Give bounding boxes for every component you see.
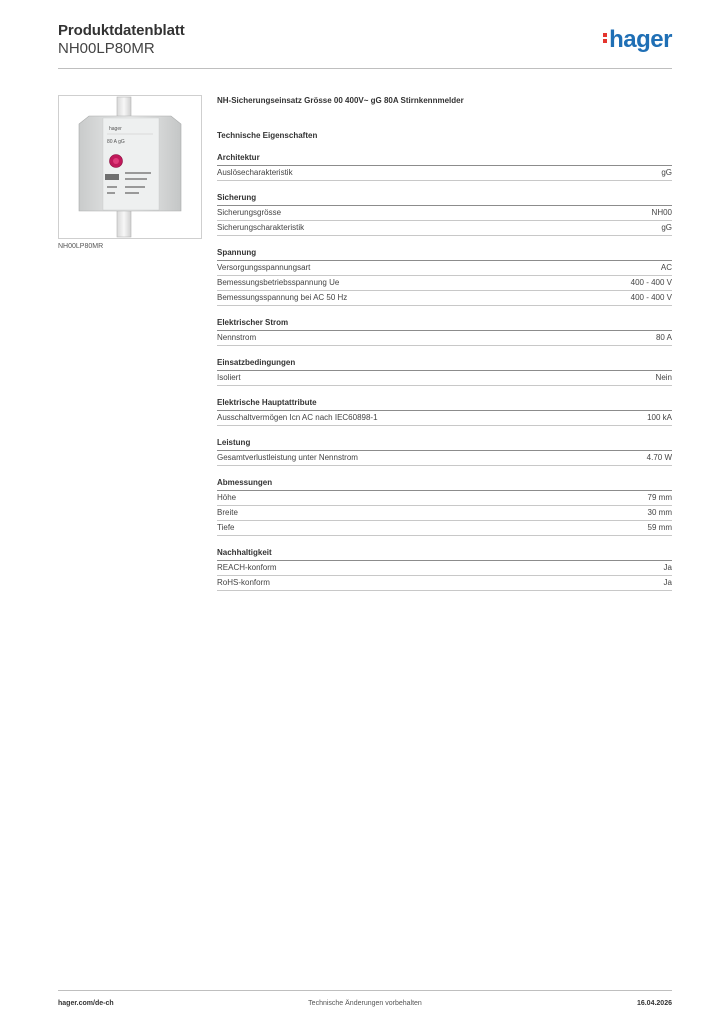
fuse-brand-label: hager <box>109 126 122 132</box>
hager-logo <box>603 28 672 52</box>
section-leistung <box>217 437 672 466</box>
section-nachhaltigkeit <box>217 547 672 591</box>
spec-row <box>217 261 672 276</box>
spec-row <box>217 576 672 591</box>
spec-label: Bemessungsspannung bei AC 50 Hz <box>217 293 348 302</box>
spec-row <box>217 521 672 536</box>
spec-value: 79 mm <box>647 493 672 502</box>
product-image-caption: NH00LP80MR <box>58 243 104 250</box>
logo-dots-icon <box>603 31 607 45</box>
product-description: NH-Sicherungseinsatz Grösse 00 400V~ gG 80A Stirnkennmelder <box>217 96 464 105</box>
section-title: Architektur <box>217 152 672 166</box>
fuse-product-photo-icon <box>59 96 201 238</box>
spec-value: 400 - 400 V <box>630 293 672 302</box>
section-einsatzbedingungen <box>217 357 672 386</box>
footer-notice: Technische Änderungen vorbehalten <box>308 1000 422 1007</box>
spec-label: REACH-konform <box>217 563 277 572</box>
spec-row <box>217 221 672 236</box>
spec-row <box>217 276 672 291</box>
spec-value: Ja <box>663 578 672 587</box>
section-architektur <box>217 152 672 181</box>
spec-label: Sicherungscharakteristik <box>217 223 305 232</box>
spec-row <box>217 331 672 346</box>
spec-row <box>217 451 672 466</box>
product-details <box>217 94 672 591</box>
spec-label: Ausschaltvermögen Icn AC nach IEC60898-1 <box>217 413 378 422</box>
spec-label: Breite <box>217 508 238 517</box>
fuse-rating-label: 80 A gG <box>107 139 125 145</box>
page-footer <box>58 990 672 1013</box>
technical-properties-heading: Technische Eigenschaften <box>217 131 318 140</box>
spec-value: 80 A <box>655 333 672 342</box>
logo-text: hager <box>609 26 672 53</box>
spec-label: Nennstrom <box>217 333 257 342</box>
spec-value: Nein <box>655 373 672 382</box>
section-title: Sicherung <box>217 192 672 206</box>
spec-value: 400 - 400 V <box>630 278 672 287</box>
section-elektrische-hauptattribute <box>217 397 672 426</box>
spec-label: Höhe <box>217 493 237 502</box>
spec-row <box>217 561 672 576</box>
spec-value: gG <box>661 223 672 232</box>
spec-value: Ja <box>663 563 672 572</box>
spec-label: Versorgungsspannungsart <box>217 263 311 272</box>
section-sicherung <box>217 192 672 236</box>
spec-row <box>217 411 672 426</box>
spec-label: Isoliert <box>217 373 241 382</box>
section-title: Nachhaltigkeit <box>217 547 672 561</box>
spec-label: Sicherungsgrösse <box>217 208 282 217</box>
spec-value: 4.70 W <box>646 453 672 462</box>
spec-label: Tiefe <box>217 523 235 532</box>
section-title: Spannung <box>217 247 672 261</box>
product-image <box>58 95 202 239</box>
document-title: Produktdatenblatt <box>58 22 185 39</box>
spec-value: NH00 <box>651 208 672 217</box>
section-title: Elektrischer Strom <box>217 317 672 331</box>
footer-date: 16.04.2026 <box>636 1000 672 1007</box>
spec-label: Auslösecharakteristik <box>217 168 293 177</box>
footer-website-link[interactable]: hager.com/de-ch <box>58 1000 114 1007</box>
product-code: NH00LP80MR <box>58 40 155 57</box>
page-header <box>58 20 672 69</box>
section-title: Elektrische Hauptattribute <box>217 397 672 411</box>
spec-row <box>217 206 672 221</box>
section-elektrischer-strom <box>217 317 672 346</box>
spec-label: RoHS-konform <box>217 578 270 587</box>
spec-value: gG <box>661 168 672 177</box>
section-title: Abmessungen <box>217 477 672 491</box>
section-title: Leistung <box>217 437 672 451</box>
section-title: Einsatzbedingungen <box>217 357 672 371</box>
spec-value: 30 mm <box>647 508 672 517</box>
spec-row <box>217 371 672 386</box>
spec-row <box>217 166 672 181</box>
section-spannung <box>217 247 672 306</box>
spec-label: Gesamtverlustleistung unter Nennstrom <box>217 453 358 462</box>
spec-value: AC <box>660 263 672 272</box>
spec-row <box>217 291 672 306</box>
spec-row <box>217 506 672 521</box>
spec-value: 59 mm <box>647 523 672 532</box>
section-abmessungen <box>217 477 672 536</box>
spec-value: 100 kA <box>647 413 672 422</box>
spec-row <box>217 491 672 506</box>
spec-label: Bemessungsbetriebsspannung Ue <box>217 278 340 287</box>
